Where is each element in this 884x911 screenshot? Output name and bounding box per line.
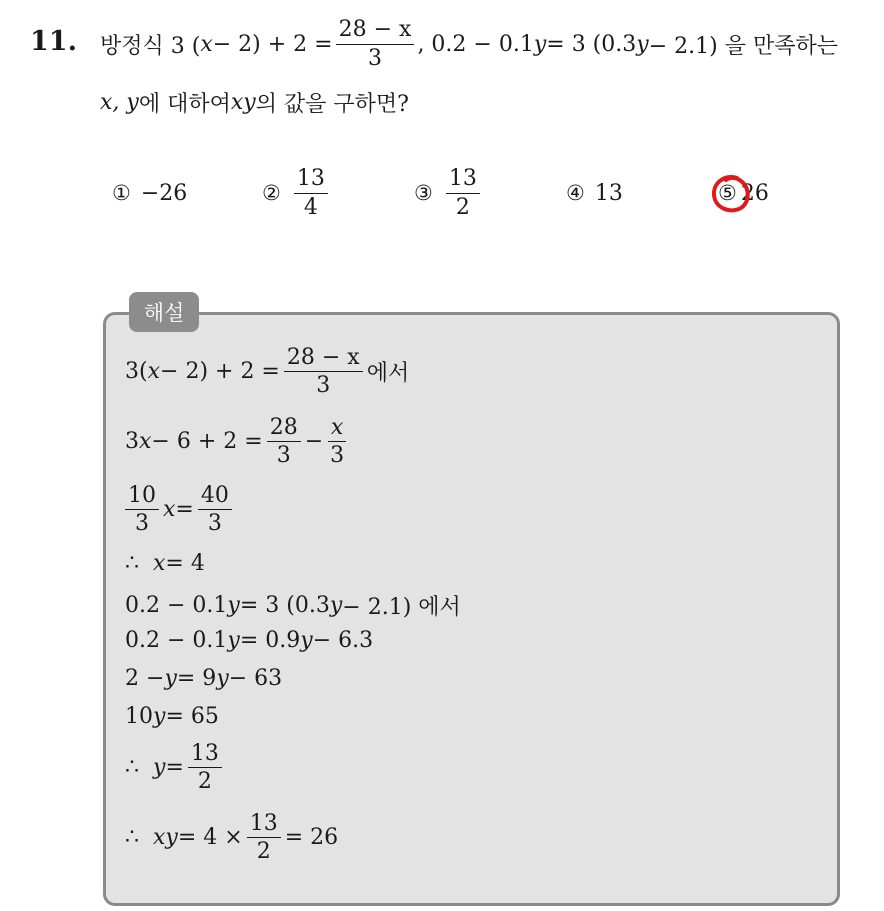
s-fraction [247,812,281,863]
q-var: y [636,31,649,57]
choice-1[interactable] [112,162,187,224]
s-frac-num: x [328,416,346,442]
s-text: 2 − [125,666,165,691]
solution-line-5 [125,590,461,621]
s-text: − 63 [228,666,283,691]
s-text: = [175,497,194,523]
solution-line-7 [125,666,282,691]
choice-fraction [294,167,328,218]
s-var: x [153,551,166,576]
s-text: − 2.1) 에서 [342,595,461,620]
s-text: − [304,429,324,455]
choice-value: −26 [140,180,188,206]
s-text: = [165,755,184,781]
q-text: 의 값을 구하면? [255,91,409,117]
s-text: 3 [125,429,139,455]
s-var: y [164,666,177,691]
choice-4[interactable] [566,162,623,224]
s-var: x [147,359,161,385]
s-fraction [188,742,222,793]
solution-line-2 [125,416,351,467]
choice-value: 26 [740,180,769,206]
s-var: y [329,593,343,618]
s-text: = 4 × [177,825,243,851]
s-text: = 26 [284,825,339,851]
choice-frac-den: 4 [303,194,318,220]
s-text: = 9 [176,666,217,691]
s-text: = 0.9 [239,628,301,653]
q-text: 방정식 3 ( [100,33,201,59]
q-frac-num: 28 − x [336,18,415,44]
s-frac-num: 40 [198,484,232,510]
choice-frac-num: 13 [294,167,328,193]
s-var: xy [153,825,178,851]
s-text: 3( [125,359,148,385]
s-text: 0.2 − 0.1 [125,593,228,618]
choice-frac-num: 13 [446,167,480,193]
s-text: = 4 [165,551,205,576]
s-text: 에서 [366,361,410,387]
q-var: xy [230,89,256,115]
choice-5[interactable] [718,162,769,224]
s-var: y [227,593,240,618]
answer-choices [0,162,884,224]
choice-mark: ② [262,181,281,205]
s-text: − 6 + 2 = [151,429,263,455]
s-text: − 2) + 2 = [160,359,280,385]
s-frac-num: 28 [267,416,301,442]
s-therefore: ∴ [125,825,139,851]
s-frac-den: 2 [256,839,271,865]
q-fraction [336,18,415,69]
solution-line-9 [125,742,226,793]
s-var: y [216,666,229,691]
q-var: y [533,31,547,57]
s-frac-den: 2 [197,769,212,795]
q-frac-den: 3 [368,45,383,71]
s-fraction [284,346,363,397]
question-line-1 [100,14,838,74]
s-text: = 65 [165,704,219,729]
red-circle-icon [706,169,756,219]
s-var: x [163,497,176,523]
selected-answer-mark [718,181,737,206]
q-text: − 2.1) 을 만족하는 [648,33,838,59]
s-var: y [227,628,240,653]
q-var: x [200,31,213,57]
question-line-2 [100,84,409,120]
choice-3[interactable] [414,162,483,224]
s-frac-num: 10 [125,484,159,510]
s-var: y [153,755,166,781]
s-frac-den: 3 [316,373,331,399]
solution-line-3 [125,484,236,535]
s-frac-num: 13 [188,742,222,768]
s-frac-den: 3 [207,511,222,537]
q-var: x, y [100,89,139,115]
s-fraction [267,416,301,467]
s-var: y [153,704,166,729]
q-text: = 3 (0.3 [546,31,637,57]
choice-2[interactable] [262,162,331,224]
solution-line-4 [125,551,205,576]
solution-line-8 [125,704,219,729]
solution-line-6 [125,628,373,653]
s-frac-num: 13 [247,812,281,838]
choice-mark: ③ [414,181,433,205]
s-therefore: ∴ [125,551,139,576]
s-var: x [139,429,152,455]
s-fraction [198,484,232,535]
s-text: − 6.3 [312,628,374,653]
s-frac-den: 3 [276,443,291,469]
s-therefore: ∴ [125,755,139,781]
choice-mark: ① [112,181,131,205]
choice-fraction [446,167,480,218]
q-text: − 2) + 2 = [212,31,333,57]
s-fraction [125,484,159,535]
s-text: = 3 (0.3 [239,593,330,618]
s-text: 0.2 − 0.1 [125,628,228,653]
solution-tag: 해설 [129,292,199,332]
s-text: 10 [125,704,153,729]
choice-frac-den: 2 [455,194,470,220]
q-text: , 0.2 − 0.1 [417,31,534,57]
s-fraction [327,416,347,467]
solution-line-10 [125,812,338,863]
choice-mark: ⑤ [718,180,737,205]
choice-value: 13 [594,180,623,206]
s-frac-den: 3 [135,511,149,537]
solution-line-1 [125,346,409,397]
s-frac-den: 3 [330,443,345,469]
s-frac-num: 28 − x [284,346,363,372]
q-text: 에 대하여 [138,91,231,117]
s-var: y [300,628,313,653]
question-number: 11. [30,26,77,57]
choice-mark: ④ [566,181,585,205]
